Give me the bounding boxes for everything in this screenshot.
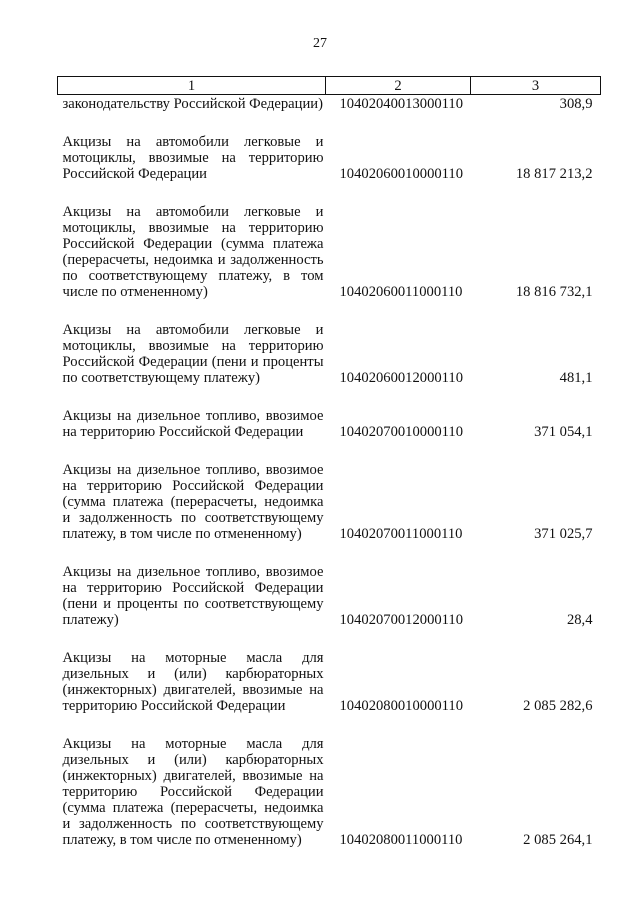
row-amount: 371 025,7 xyxy=(534,526,593,542)
row-amount: 2 085 282,6 xyxy=(523,698,593,714)
row-amount: 2 085 264,1 xyxy=(523,832,593,848)
column-header-2: 2 xyxy=(326,77,471,95)
row-amount: 481,1 xyxy=(559,370,593,386)
row-amount: 371 054,1 xyxy=(534,424,593,440)
row-amount: 18 817 213,2 xyxy=(515,166,593,182)
table-row xyxy=(58,112,601,182)
row-description: Акцизы на моторные масла для дизельных и (или) карбюраторных (инжекторных) двигателей, ввозимые на территорию Российской Федерации xyxy=(62,650,324,714)
column-header-1: 1 xyxy=(58,77,326,95)
table-row xyxy=(58,95,601,113)
column-header-3: 3 xyxy=(471,77,601,95)
row-description: Акцизы на дизельное топливо, ввозимое на территорию Российской Федерации (сумма платежа (перерасчеты, недоимка и задолженность по соответствующему платежу, в том числе по отмененному) xyxy=(62,462,324,542)
budget-revenue-table xyxy=(57,76,601,848)
row-code: 10402080011000110 xyxy=(339,832,463,848)
row-description: Акцизы на автомобили легковые и мотоциклы, ввозимые на территорию Российской Федерации (пени и проценты по соответствующему платежу) xyxy=(62,322,324,386)
row-description: Акцизы на автомобили легковые и мотоциклы, ввозимые на территорию Российской Федерации (сумма платежа (перерасчеты, недоимка и задолженность по соответствующему платежу, в том числе по отмененному) xyxy=(62,204,324,300)
row-amount: 308,9 xyxy=(559,96,593,112)
row-description: законодательству Российской Федерации) xyxy=(62,96,323,112)
table-body xyxy=(58,95,601,849)
table-row xyxy=(58,542,601,628)
row-code: 10402040013000110 xyxy=(339,96,464,112)
row-code: 10402080010000110 xyxy=(339,698,464,714)
page-number: 27 xyxy=(313,36,327,51)
row-code: 10402060012000110 xyxy=(339,370,464,386)
row-code: 10402070012000110 xyxy=(339,612,464,628)
table-row xyxy=(58,300,601,386)
row-code: 10402070011000110 xyxy=(339,526,463,542)
table-header xyxy=(58,77,601,95)
table-row xyxy=(58,182,601,300)
row-description: Акцизы на моторные масла для дизельных и (или) карбюраторных (инжекторных) двигателей, ввозимые на территорию Российской Федерации (сумма платежа (перерасчеты, недоимка и задолженность по соответствующему платежу, в том числе по отмененному) xyxy=(62,736,324,848)
table-row xyxy=(58,714,601,848)
table-row xyxy=(58,386,601,440)
row-description: Акцизы на автомобили легковые и мотоциклы, ввозимые на территорию Российской Федерации xyxy=(62,134,324,182)
row-description: Акцизы на дизельное топливо, ввозимое на территорию Российской Федерации (пени и проценты по соответствующему платежу) xyxy=(62,564,324,628)
row-description: Акцизы на дизельное топливо, ввозимое на территорию Российской Федерации xyxy=(62,408,324,440)
header-row xyxy=(58,77,601,95)
row-code: 10402060011000110 xyxy=(339,284,463,300)
row-code: 10402060010000110 xyxy=(339,166,464,182)
table-row xyxy=(58,628,601,714)
row-amount: 28,4 xyxy=(566,612,593,628)
row-amount: 18 816 732,1 xyxy=(515,284,593,300)
row-code: 10402070010000110 xyxy=(339,424,464,440)
table-row xyxy=(58,440,601,542)
